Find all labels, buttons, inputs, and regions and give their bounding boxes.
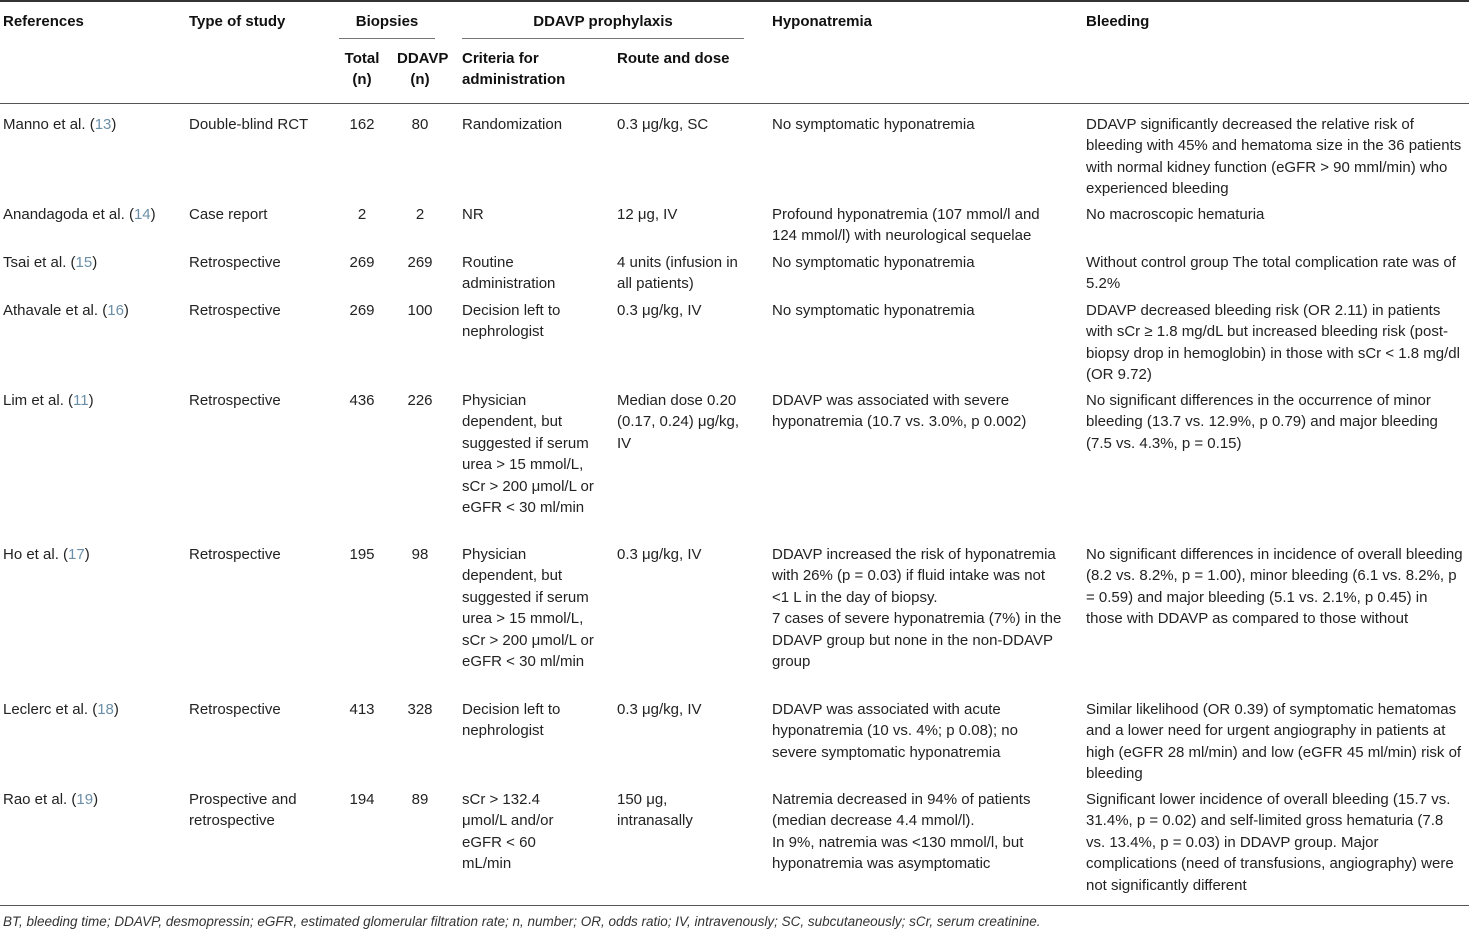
cell-route: 0.3 μg/kg, IV [617, 302, 702, 319]
header-bottom-rule [0, 103, 1469, 104]
cell-reference [3, 699, 183, 720]
header-hyponatremia: Hyponatremia [772, 13, 873, 30]
cell-route: 0.3 μg/kg, IV [617, 701, 702, 718]
cell-bleeding: No macroscopic hematuria [1086, 206, 1265, 223]
cell-reference [3, 544, 183, 565]
reference-name: Rao et al. ( [3, 791, 77, 808]
header-bleeding: Bleeding [1086, 13, 1150, 30]
reference-name: Manno et al. ( [3, 116, 95, 133]
cell-criteria: Decision left to nephrologist [462, 302, 561, 341]
cell-bleeding: DDAVP significantly decreased the relative risk of bleeding with 45% and hematoma size in the 36 patients with normal kidney function (eGFR > 90 mml/min) who experienced bleeding [1086, 116, 1462, 198]
cell-reference [3, 300, 183, 321]
reference-link[interactable]: 16 [107, 302, 124, 319]
cell-total: 269 [349, 254, 375, 271]
hyponatremia-paragraph: 7 cases of severe hyponatremia (7%) in the DDAVP group but none in the non-DDAVP group [772, 610, 1062, 671]
reference-close: ) [150, 206, 156, 223]
cell-criteria: NR [462, 206, 484, 223]
cell-route: 150 μg, intranasally [617, 791, 693, 830]
header-ddavp-n [397, 48, 449, 91]
cell-reference [3, 390, 183, 411]
cell-total: 436 [349, 392, 375, 409]
header-criteria-line1: Criteria for [462, 50, 539, 67]
cell-hyponatremia: DDAVP was associated with severe hyponatremia (10.7 vs. 3.0%, p 0.002) [772, 392, 1027, 431]
reference-name: Anandagoda et al. ( [3, 206, 134, 223]
reference-link[interactable]: 15 [75, 254, 93, 271]
hyponatremia-paragraph: DDAVP increased the risk of hyponatremia with 26% (p = 0.03) if fluid intake was not <1 L in the day of biopsy. [772, 546, 1056, 606]
ddavp-prophylaxis-underline [462, 38, 744, 39]
reference-close: ) [88, 392, 94, 409]
reference-link[interactable]: 11 [73, 392, 89, 409]
cell-ddavp: 100 [407, 302, 433, 319]
cell-hyponatremia: No symptomatic hyponatremia [772, 116, 975, 133]
cell-total: 413 [349, 701, 375, 718]
cell-hyponatremia [772, 789, 1064, 875]
header-ddavp-prophylaxis: DDAVP prophylaxis [533, 13, 673, 30]
reference-link[interactable]: 18 [97, 701, 114, 718]
header-total-line2: (n) [352, 71, 372, 89]
cell-type: Double-blind RCT [189, 116, 309, 133]
header-references: References [3, 13, 84, 30]
cell-hyponatremia: Profound hyponatremia (107 mmol/l and 124 mmol/l) with neurological sequelae [772, 206, 1040, 245]
reference-close: ) [123, 302, 129, 319]
header-total-line1: Total [344, 50, 380, 67]
header-total [339, 48, 385, 91]
cell-type: Retrospective [189, 392, 281, 409]
cell-reference [3, 114, 183, 135]
cell-ddavp: 80 [411, 116, 429, 133]
reference-name: Lim et al. ( [3, 392, 74, 409]
header-route-and-dose: Route and dose [617, 50, 730, 67]
reference-close: ) [93, 791, 99, 808]
cell-criteria: sCr > 132.4 μmol/L and/or eGFR < 60 mL/min [462, 791, 554, 873]
reference-name: Tsai et al. ( [3, 254, 76, 271]
cell-criteria: Decision left to nephrologist [462, 701, 561, 740]
cell-route: Median dose 0.20 (0.17, 0.24) μg/kg, IV [617, 392, 740, 452]
cell-bleeding: Significant lower incidence of overall bleeding (15.7 vs. 31.4%, p = 0.02) and self-limited gross hematuria (7.8 vs. 13.4%, p = 0.03) in DDAVP group. Major complications (need of transfusions, angiography) were not significantly different [1086, 791, 1454, 894]
header-ddavp-line2: (n) [410, 71, 430, 89]
cell-bleeding: Without control group The total complication rate was of 5.2% [1086, 254, 1456, 293]
reference-link[interactable]: 19 [76, 791, 94, 808]
reference-name: Ho et al. ( [3, 546, 69, 563]
cell-route: 12 μg, IV [617, 206, 678, 223]
cell-ddavp: 89 [411, 791, 429, 808]
header-ddavp-line1: DDAVP [397, 50, 449, 67]
reference-close: ) [84, 546, 90, 563]
cell-bleeding: No significant differences in the occurrence of minor bleeding (13.7 vs. 12.9%, p 0.79) and major bleeding (7.5 vs. 4.3%, p = 0.15) [1086, 392, 1438, 452]
hyponatremia-paragraph: In 9%, natremia was <130 mmol/l, but hyponatremia was asymptomatic [772, 833, 1024, 873]
reference-close: ) [111, 116, 117, 133]
table-footnote: BT, bleeding time; DDAVP, desmopressin; eGFR, estimated glomerular filtration rate; n, number; OR, odds ratio; IV, intravenously; SC, subcutaneously; sCr, serum creatinine. [3, 914, 1041, 929]
cell-hyponatremia: No symptomatic hyponatremia [772, 254, 975, 271]
reference-link[interactable]: 13 [94, 116, 112, 133]
reference-close: ) [113, 701, 119, 718]
reference-link[interactable]: 14 [133, 206, 151, 223]
cell-reference [3, 789, 183, 810]
reference-name: Athavale et al. ( [3, 302, 108, 319]
cell-ddavp: 328 [407, 701, 433, 718]
cell-type: Retrospective [189, 302, 281, 319]
hyponatremia-paragraph: Natremia decreased in 94% of patients (median decrease 4.4 mmol/l). [772, 791, 1031, 830]
cell-route: 0.3 μg/kg, SC [617, 116, 709, 133]
header-criteria [462, 48, 565, 91]
cell-hyponatremia: DDAVP was associated with acute hyponatremia (10 vs. 4%; p 0.08); no severe symptomatic hyponatremia [772, 701, 1018, 761]
cell-hyponatremia: No symptomatic hyponatremia [772, 302, 975, 319]
cell-criteria: Physician dependent, but suggested if serum urea > 15 mmol/L, sCr > 200 μmol/L or eGFR < 30 ml/min [462, 546, 594, 671]
reference-name: Leclerc et al. ( [3, 701, 98, 718]
cell-criteria: Randomization [462, 116, 563, 133]
cell-ddavp: 226 [407, 392, 433, 409]
cell-route: 4 units (infusion in all patients) [617, 254, 738, 293]
table-bottom-rule [0, 905, 1469, 906]
cell-criteria: Physician dependent, but suggested if serum urea > 15 mmol/L, sCr > 200 μmol/L or eGFR < 30 ml/min [462, 392, 594, 517]
cell-total: 269 [349, 302, 375, 319]
cell-total: 162 [349, 116, 375, 133]
cell-bleeding: No significant differences in incidence of overall bleeding (8.2 vs. 8.2%, p = 1.00), minor bleeding (6.1 vs. 8.2%, p = 0.59) and major bleeding (5.1 vs. 2.1%, p 0.45) in those with DDAVP as compared to those without [1086, 546, 1463, 628]
cell-type: Prospective and retrospective [189, 791, 297, 830]
cell-reference [3, 204, 183, 225]
cell-hyponatremia [772, 544, 1064, 672]
cell-bleeding: DDAVP decreased bleeding risk (OR 2.11) in patients with sCr ≥ 1.8 mg/dL but increased bleeding risk (post-biopsy drop in hemoglobin) in those with sCr < 1.8 mg/dl (OR 9.72) [1086, 302, 1460, 384]
cell-bleeding: Similar likelihood (OR 0.39) of symptomatic hematomas and a lower need for urgent angiography in patients at high (eGFR 28 ml/min) and low (eGFR 45 ml/min) risk of bleeding [1086, 701, 1462, 783]
cell-total: 2 [357, 206, 367, 223]
cell-ddavp: 2 [415, 206, 425, 223]
table-top-rule [0, 0, 1469, 2]
cell-ddavp: 98 [411, 546, 429, 563]
cell-type: Retrospective [189, 254, 281, 271]
cell-route: 0.3 μg/kg, IV [617, 546, 702, 563]
reference-link[interactable]: 17 [68, 546, 85, 563]
cell-ddavp: 269 [407, 254, 433, 271]
reference-close: ) [92, 254, 98, 271]
cell-total: 195 [349, 546, 375, 563]
header-biopsies: Biopsies [355, 13, 419, 30]
cell-type: Retrospective [189, 701, 281, 718]
cell-type: Case report [189, 206, 268, 223]
cell-criteria: Routine administration [462, 254, 556, 293]
cell-reference [3, 252, 183, 273]
cell-type: Retrospective [189, 546, 281, 563]
cell-total: 194 [349, 791, 375, 808]
header-type-of-study: Type of study [189, 13, 286, 30]
biopsies-underline [339, 38, 435, 39]
header-criteria-line2: administration [462, 71, 566, 89]
